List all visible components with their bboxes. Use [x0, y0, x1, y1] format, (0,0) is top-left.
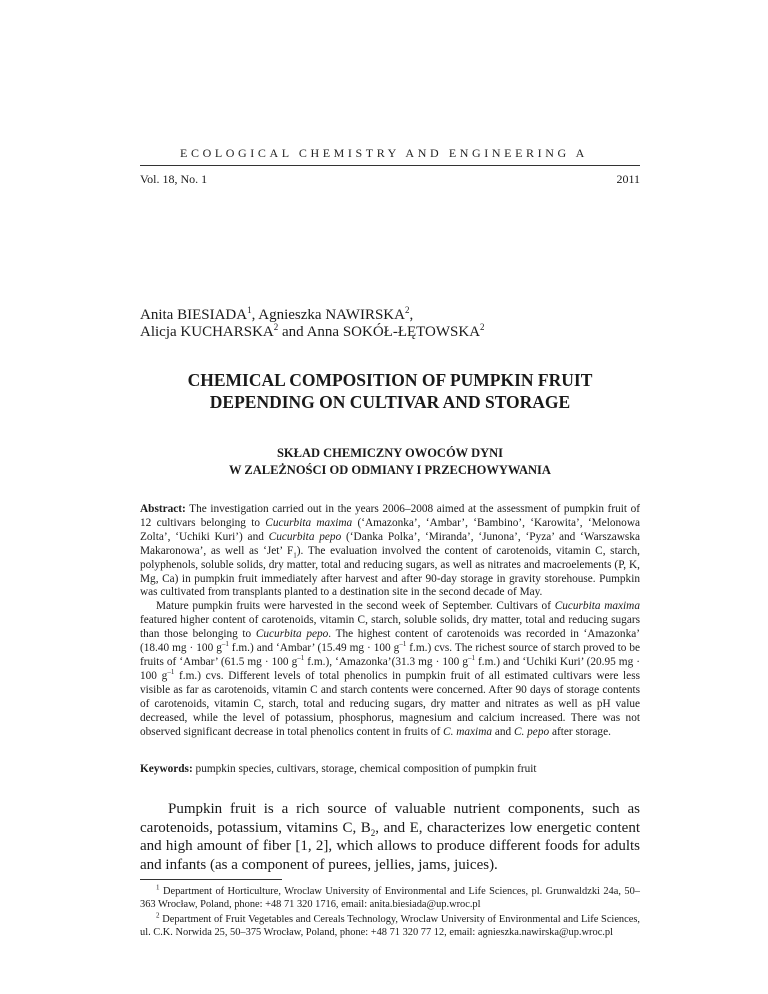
- publication-year: 2011: [616, 172, 640, 186]
- paper-title: [140, 369, 640, 413]
- abstract-text: f.m.) cvs. Different levels of total phenolics in pumpkin fruit of all estimated cultivars were less visible as far as carotenoids, vitamin C and starch contents were concerned. After 90 days of storage contents of carotenoids, vitamin C, starch, total and reducing sugars, dry matter and nitrates as well as pH value decreased, while the level of potassium, phosphorus, magnesium and calcium increased. There was not observed significant decrease in total phenolics content in fruits of: [140, 669, 640, 738]
- volume-info: Vol. 18, No. 1: [140, 172, 208, 186]
- subscript: 2: [370, 827, 376, 838]
- abstract-text: (‘Amazonka’, ‘Ambar’, ‘Bambino’, ‘Karowita’, ‘Melonowa Zolta’, ‘Uchiki Kuri’) and: [140, 516, 640, 543]
- abstract-text: Mature pumpkin fruits were harvested in the second week of September. Cultivars of: [156, 600, 555, 613]
- keywords: [140, 762, 640, 776]
- author-separator: ,: [251, 307, 259, 323]
- author-separator: ,: [409, 307, 414, 323]
- abstract-text: f.m.), ‘Amazonka’(31.3 mg · 100 g: [304, 655, 469, 668]
- author-1: Anita BIESIADA: [140, 307, 248, 323]
- polish-title: [140, 445, 640, 479]
- footnote-number: 2: [156, 911, 160, 920]
- affiliation-mark: 2: [404, 305, 410, 315]
- superscript: –1: [468, 654, 476, 663]
- intro-paragraph: [140, 800, 640, 874]
- abstract-text: ). The evaluation involved the content of carotenoids, vitamin C, starch, polyphenols, soluble solids, dry matter, total and reducing sugars, as well as nitrates and macroelements (P, K, Mg, Ca) in pumpkin fruit immediately after harvest and after 90-day storage in gravity storehouse. Pumpkin was cultivated from transplants planted to a destination site in the second decade of May.: [140, 544, 640, 599]
- abstract-label: Abstract:: [140, 503, 186, 515]
- author-4: Anna SOKÓŁ-ŁĘTOWSKA: [306, 324, 481, 340]
- abstract-paragraph: [140, 503, 640, 600]
- footnote: [140, 883, 640, 911]
- footnote: [140, 911, 640, 939]
- polish-title-line: SKŁAD CHEMICZNY OWOCÓW DYNI: [276, 446, 504, 460]
- abstract-text: featured higher content of carotenoids, vitamin C, starch, soluble solids, dry matter, total and reducing sugars than those belonging to: [140, 614, 640, 641]
- species-name: Cucurbita pepo: [268, 530, 342, 543]
- footnote-text: Department of Horticulture, Wroclaw University of Environmental and Life Sciences, pl. Grunwaldzki 24a, 50–363 Wrocław, Poland, phone: +48 71 320 1716, email: anita.biesiada@up.wroc.pl: [140, 886, 640, 910]
- author-list: [140, 307, 640, 341]
- abstract-text: f.m.) cvs. The richest source of starch proved to be fruits of ‘Ambar’ (61.5 mg · 100 g: [140, 642, 640, 668]
- footnote-number: 1: [156, 883, 160, 892]
- title-line: CHEMICAL COMPOSITION OF PUMPKIN FRUIT: [187, 370, 593, 390]
- affiliation-mark: 2: [273, 322, 279, 332]
- subscript: 1: [293, 550, 297, 559]
- author-2: Agnieszka NAWIRSKA: [258, 307, 405, 323]
- species-name: C. maxima: [443, 725, 492, 738]
- affiliation-mark: 1: [247, 305, 252, 315]
- abstract-text: after storage.: [549, 725, 611, 738]
- superscript: –1: [167, 668, 175, 677]
- abstract-text: . The highest content of carotenoids was recorded in ‘Amazonka’ (18.40 mg · 100 g: [140, 628, 641, 655]
- superscript: –1: [399, 640, 407, 649]
- journal-name: ECOLOGICAL CHEMISTRY AND ENGINEERING A: [180, 146, 588, 160]
- title-line: DEPENDING ON CULTIVAR AND STORAGE: [209, 392, 571, 412]
- footnotes: [140, 883, 640, 942]
- abstract-text: f.m.) and ‘Ambar’ (15.49 mg · 100 g: [228, 642, 400, 655]
- abstract-text: f.m.) and ‘Uchiki Kuri’ (20.95 mg · 100 g: [140, 655, 641, 682]
- species-name: Cucurbita maxima: [265, 516, 353, 529]
- abstract-text: (‘Danka Polka’, ‘Miranda’, ‘Junona’, ‘Pyza’ and ‘Warszawska Makaronowa’, as well as ‘Jet’ F: [140, 530, 640, 557]
- keywords-text: pumpkin species, cultivars, storage, chemical composition of pumpkin fruit: [192, 763, 537, 775]
- species-name: Cucurbita pepo: [255, 628, 329, 641]
- intro-text: , and E, characterizes low energetic content and high amount of fiber [1, 2], which allows to produce different foods for adults and infants (as a component of purees, jellies, jams, juices).: [140, 819, 640, 873]
- footnote-text: Department of Fruit Vegetables and Cereals Technology, Wroclaw University of Environmental and Life Sciences, ul. C.K. Norwida 25, 50–375 Wrocław, Poland, phone: +48 71 320 77 12, email: agnieszka.nawirska@up.wroc.pl: [140, 914, 640, 938]
- superscript: –1: [297, 654, 305, 663]
- author-3: Alicja KUCHARSKA: [140, 324, 274, 340]
- affiliation-mark: 2: [480, 322, 485, 332]
- abstract: [140, 503, 640, 739]
- superscript: –1: [221, 640, 229, 649]
- polish-title-line: W ZALEŻNOŚCI OD ODMIANY I PRZECHOWYWANIA: [229, 463, 551, 477]
- species-name: Cucurbita maxima: [554, 600, 640, 613]
- species-name: C. pepo: [513, 725, 550, 738]
- keywords-label: Keywords:: [140, 763, 193, 775]
- author-separator: and: [278, 324, 307, 340]
- intro-text: Pumpkin fruit is a rich source of valuable nutrient components, such as carotenoids, potassium, vitamins C, B: [140, 801, 640, 836]
- abstract-text: and: [492, 725, 514, 738]
- abstract-paragraph: [140, 600, 640, 739]
- abstract-text: The investigation carried out in the years 2006–2008 aimed at the assessment of pumpkin fruit of 12 cultivars belonging to: [140, 503, 640, 529]
- footnote-rule: [140, 879, 282, 880]
- header-rule: [140, 165, 640, 166]
